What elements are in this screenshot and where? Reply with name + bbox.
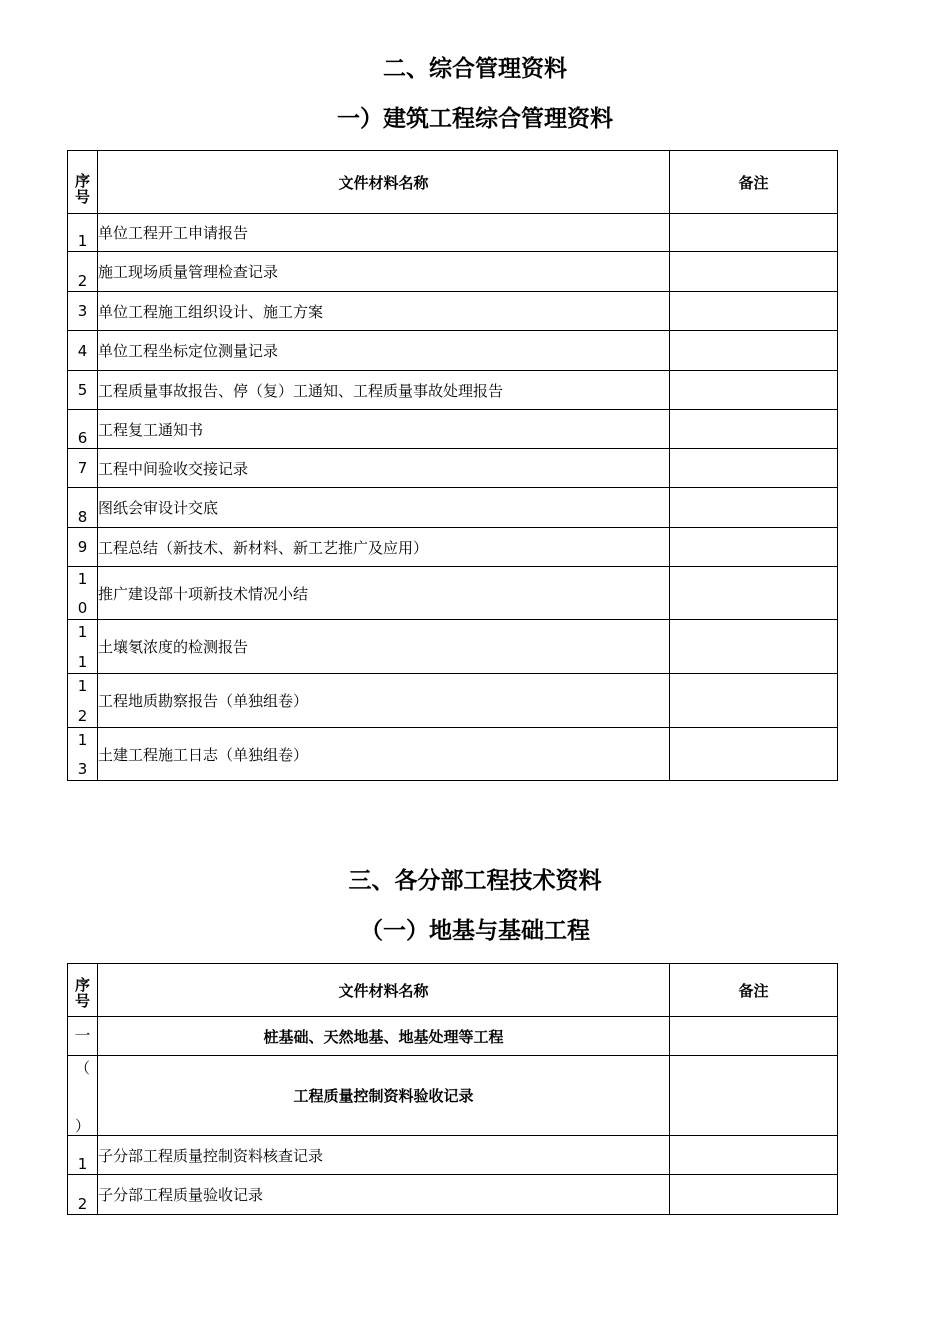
row-seq: 5 (68, 371, 98, 410)
row-name: 子分部工程质量验收记录 (98, 1175, 670, 1215)
group-seq (68, 1056, 98, 1136)
group-row (68, 1056, 838, 1136)
row-name: 图纸会审设计交底 (98, 488, 670, 528)
row-seq: 2 (68, 1175, 98, 1215)
row-name: 子分部工程质量控制资料核查记录 (98, 1136, 670, 1175)
remark-cell (670, 620, 838, 674)
table-header-row (68, 151, 838, 214)
row-seq (68, 620, 98, 674)
row-seq-digit: 3 (77, 760, 88, 778)
row-seq: 2 (68, 252, 98, 292)
section2-subtitle: 一）建筑工程综合管理资料 (337, 106, 613, 132)
row-seq: 7 (68, 449, 98, 488)
table-row (68, 410, 838, 449)
remark-header: 备注 (670, 151, 838, 214)
table-row (68, 1175, 838, 1215)
remark-cell (670, 371, 838, 410)
table-row (68, 1136, 838, 1175)
remark-cell (670, 528, 838, 567)
row-name: 工程总结（新技术、新材料、新工艺推广及应用） (98, 528, 670, 567)
row-seq: 3 (68, 292, 98, 331)
row-name: 土壤氡浓度的检测报告 (98, 620, 670, 674)
remark-cell (670, 1056, 838, 1136)
table-row (68, 728, 838, 781)
remark-cell (670, 728, 838, 781)
row-name: 工程质量事故报告、停（复）工通知、工程质量事故处理报告 (98, 371, 670, 410)
row-name: 土建工程施工日志（单独组卷） (98, 728, 670, 781)
row-seq-digit: 0 (77, 599, 88, 617)
table-row (68, 214, 838, 252)
table-row (68, 528, 838, 567)
remark-cell (670, 252, 838, 292)
section3-subtitle: （一）地基与基础工程 (360, 918, 590, 944)
row-seq: 1 (68, 1136, 98, 1175)
table-row (68, 252, 838, 292)
row-seq: 9 (68, 528, 98, 567)
remark-cell (670, 292, 838, 331)
seq-header-bottom: 号 (74, 188, 90, 206)
row-name: 单位工程开工申请报告 (98, 214, 670, 252)
section2-table (67, 150, 838, 781)
row-name: 工程地质勘察报告（单独组卷） (98, 674, 670, 728)
remark-cell (670, 567, 838, 620)
row-seq: 6 (68, 410, 98, 449)
table-header-row (68, 964, 838, 1017)
row-seq: 1 (68, 214, 98, 252)
row-name: 工程中间验收交接记录 (98, 449, 670, 488)
remark-cell (670, 1136, 838, 1175)
remark-cell (670, 488, 838, 528)
row-seq (68, 567, 98, 620)
group-seq: 一 (68, 1017, 98, 1056)
remark-cell (670, 1175, 838, 1215)
table-row (68, 449, 838, 488)
remark-cell (670, 674, 838, 728)
section3-title: 三、各分部工程技术资料 (348, 868, 602, 894)
seq-header-bottom: 号 (74, 992, 90, 1010)
section2-title: 二、综合管理资料 (383, 56, 567, 82)
group-row (68, 1017, 838, 1056)
group-seq-top: （ (74, 1059, 90, 1077)
row-seq-digit: 1 (77, 731, 88, 749)
remark-cell (670, 331, 838, 371)
table-row (68, 674, 838, 728)
row-seq-digit: 1 (77, 570, 88, 588)
seq-header-top: 序 (74, 172, 90, 190)
seq-header (68, 964, 98, 1017)
row-seq (68, 728, 98, 781)
remark-header: 备注 (670, 964, 838, 1017)
remark-cell (670, 214, 838, 252)
table-row (68, 371, 838, 410)
row-name: 工程复工通知书 (98, 410, 670, 449)
row-seq-digit: 1 (77, 623, 88, 641)
table-row (68, 488, 838, 528)
row-name: 施工现场质量管理检查记录 (98, 252, 670, 292)
row-seq-digit: 1 (77, 677, 88, 695)
row-seq: 4 (68, 331, 98, 371)
name-header: 文件材料名称 (98, 964, 670, 1017)
row-name: 单位工程施工组织设计、施工方案 (98, 292, 670, 331)
row-seq-digit: 1 (77, 653, 88, 671)
table-row (68, 331, 838, 371)
remark-cell (670, 449, 838, 488)
group-name: 桩基础、天然地基、地基处理等工程 (98, 1017, 670, 1056)
table-row (68, 620, 838, 674)
remark-cell (670, 410, 838, 449)
seq-header-top: 序 (74, 976, 90, 994)
group-name: 工程质量控制资料验收记录 (98, 1056, 670, 1136)
seq-header (68, 151, 98, 214)
row-name: 单位工程坐标定位测量记录 (98, 331, 670, 371)
row-seq (68, 674, 98, 728)
row-name: 推广建设部十项新技术情况小结 (98, 567, 670, 620)
row-seq: 8 (68, 488, 98, 528)
name-header: 文件材料名称 (98, 151, 670, 214)
section3-table (67, 963, 838, 1215)
table-row (68, 567, 838, 620)
row-seq-digit: 2 (77, 707, 88, 725)
remark-cell (670, 1017, 838, 1056)
table-row (68, 292, 838, 331)
group-seq-bottom: ） (74, 1117, 90, 1135)
